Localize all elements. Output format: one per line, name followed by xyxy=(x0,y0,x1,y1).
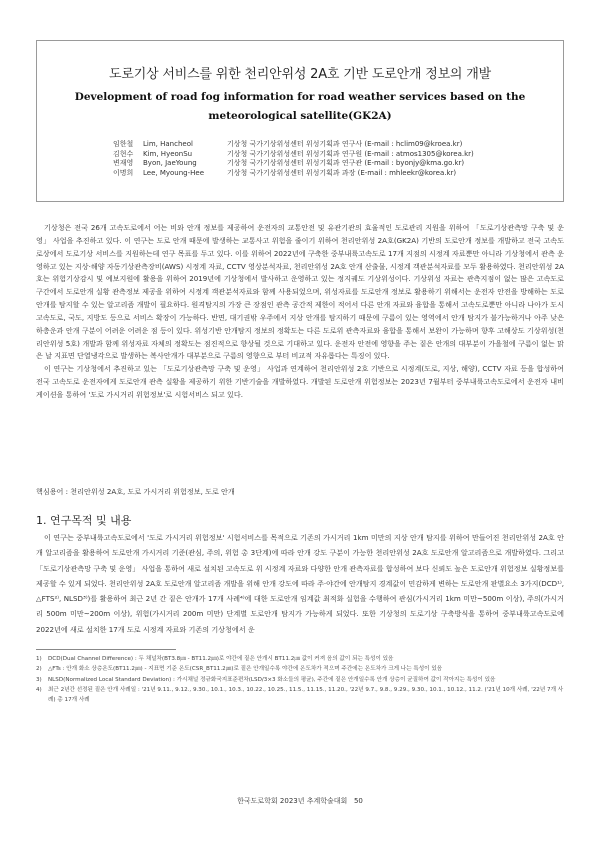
section-title: 1. 연구목적 및 내용 xyxy=(36,514,132,527)
paper-header-box xyxy=(36,40,564,202)
author-affiliation: 기상청 국가기상위성센터 위성기획과 과장 (E-mail : mhleekr@korea.kr) xyxy=(227,168,457,177)
keywords: 핵심용어 : 천리안위성 2A호, 도로 가시거리 위험정보, 도로 안개 xyxy=(36,487,235,496)
abstract xyxy=(36,222,564,402)
author-name-english: Kim, HyeonSu xyxy=(143,149,193,158)
author-affiliation: 기상청 국가기상위성센터 위성기획과 연구원 (E-mail : atmos1305@korea.kr) xyxy=(227,149,474,158)
footnote-text: △FTs : 안개 화소 상층온도(BT11.2㎛) - 지표면 기준 온도(CSR_BT11.2㎛)로 짙은 안개일수록 야간에 온도차가 적으며 주간에는 온도차가 크게 나는 특성이 있음 xyxy=(48,666,443,673)
author-row xyxy=(113,159,474,169)
conference-name: 한국도로학회 2023년 추계학술대회 xyxy=(237,797,348,805)
abstract-paragraph-1: 기상청은 전국 26개 고속도로에서 어는 비와 안개 정보를 제공하여 운전자의 교통안전 및 유관기관의 효율적인 도로관리 지원을 위하여 「도로기상관측망 구축 및 운영」 사업을 추진하고 있다. 이 연구는 도로 안개 때문에 발생하는 교통사고 위험을 줄이기 위하여 천리안위성 2A호(GK2A) 기반의 도로안개 정보를 개발하고 전국 고속도로상에서 도로기상 서비스를 지원하는데 연구 목표를 두고 있다. 이를 위하여 2022년에 구축한 중부내륙고속도로 17개 지점의 시정계 자료뿐만 아니라 기상청에서 관측 운영하고 있는 지상·해양 자동기상관측장비(AWS) 시정계 자료, CCTV 영상분석자료, 천리안위성 2A호 안개 산출물, 시정계 객관분석자료를 모두 활용하였다. 천리안위성 2A호는 위험기상감시 및 예보지원에 활용을 위하여 2019년에 기상청에서 발사하고 운영하고 있는 정지궤도 기상위성이다. 기상위성 자료는 관측지점이 없는 많은 고속도로 구간에서 도로안개 실황 관측정보 제공을 위하여 시정계 객관분석자료와 함께 사용되었으며, 위성자료를 도로안개 정보로 활용하기 위해서는 운전자 안전을 방해하는 도로안개를 탐지할 수 있는 알고리즘 개발이 필요하다. 원격탐지의 가장 큰 장점인 관측 공간적 제한이 적어서 다른 안개 자료와 융합을 통해서 고속도로뿐만 아니라 나아가 도시고속도로, 국도, 지방도 등으로 서비스 확장이 가능하다. 반면, 대기권밖 우주에서 지상 안개를 탐지하기 때문에 구름이 있는 영역에서 안개 탐지가 불가능하거나 아주 낮은 하층운과 안개 구분이 어려운 어려운 점 등이 있다. 위성기반 안개탐지 정보의 정확도는 다른 도로위 관측자료와 융합을 통해서 보완이 가능하며 향후 고해상도 기상위성(천리안위성 5호) 개발과 함께 위성자료 자체의 정확도는 점진적으로 향상될 것으로 기대하고 있다. 운전자 안전에 영향을 주는 짙은 안개의 대부분이 가을철에 구름이 없는 맑은 날 지표면 단열냉각으로 발생하는 복사안개가 대부분으로 구름의 영향으로 부터 비교적 자유롭다는 특징이 있다. xyxy=(36,223,564,361)
author-affiliation: 기상청 국가기상위성센터 위성기획과 연구사 (E-mail : hclim09@kroea.kr) xyxy=(227,140,463,148)
paper-title-korean: 도로기상 서비스를 위한 천리안위성 2A호 기반 도로안개 정보의 개발 xyxy=(109,67,491,82)
footnote xyxy=(36,675,564,685)
author-name-english: Lim, Hancheol xyxy=(143,140,193,148)
footnote-number: 4) xyxy=(36,686,42,693)
footnote-number: 1) xyxy=(36,656,42,662)
section-body: 이 연구는 중부내륙고속도로에서 '도로 가시거리 위험정보' 시험서비스를 목적으로 기존의 가시거리 1km 미만의 지상 안개 탐지를 위하여 만들어진 천리안위성 2A호 안개 알고리즘을 활용하여 도로안개 가시거리 기준(관심, 주의, 위험 총 3단계)에 따라 안개 강도 구분이 가능한 천리안위성 2A호 도로안개 알고리즘으로 개발하였다. 그리고 「도로기상관측망 구축 및 운영」 사업을 통하여 새로 설치된 고속도로 위 시정계 자료와 다양한 안개 관측자료를 합성하여 보다 신뢰도 높은 도로안개 위험정보 실황정보를 제공할 수 있게 되었다. 천리안위성 2A호 도로안개 알고리즘 개발을 위해 안개 강도에 따라 주·야간에 안개탐지 경계값이 민감하게 변하는 도로안개 판별요소 3가지(DCD¹⁾, △FTS²⁾, NLSD³⁾)를 활용하여 최근 2년 간 짙은 안개가 17개 사례⁴⁾에 대한 도로안개 임계값 최적화 실험을 수행하여 관심(가시거리 1km 미만~500m 이상), 주의(가시거리 500m 미만~200m 이상), 위험(가시거리 200m 미만) 단계별 도로안개 탐지가 가능하게 되었다. 또한 기상청의 도로기상 구축방식을 통하여 중부내륙고속도로에 2022년에 새로 설치한 17개 도로 시정계 자료와 기존의 기상청에서 운 xyxy=(36,533,564,634)
abstract-paragraph-2: 이 연구는 기상청에서 추진하고 있는 「도로기상관측망 구축 및 운영」 사업과 연계하여 천리안위성 2호 기반으로 시정계(도로, 지상, 해양), CCTV 자료 등을 합성하여 전국 고속도로 운전자에게 도로안개 관측 실황을 제공하기 위한 기반기술을 개발하였다. 개발된 도로안개 위험정보는 2023년 7월부터 중부내륙고속도로에서 운전자 내비게이션을 통하여 '도로 가시거리 위험정보'로 시험서비스 되고 있다. xyxy=(36,364,564,399)
footnote-text: 최근 2년간 선정된 짙은 안개 사례일 : '21년 9.11., 9.12., 9.30., 10.1., 10.3., 10.22., 10.25., 11.5., 11.15., 11.20., '22년 9.7., 9.8., 9.29., 9.30., 10.1., 10.12., 11.2. ('21년 10개 사례, '22년 7개 사례) 총 17개 사례 xyxy=(48,686,564,704)
author-row xyxy=(113,140,474,150)
footnotes xyxy=(36,654,564,705)
page-footer xyxy=(0,796,600,806)
author-row xyxy=(113,150,474,160)
footnote xyxy=(36,685,564,706)
author-name-english: Byon, JaeYoung xyxy=(143,159,197,168)
author-name-korean: 변재영 xyxy=(113,159,134,168)
author-row xyxy=(113,169,474,179)
author-list xyxy=(113,140,474,178)
footnote-text: DCD(Dual Channel Difference) : 두 채널차(BT3.8㎛ - BT11.2㎛)로 야간에 짙은 안개시 BT11.2㎛ 값이 커져 음의 값이 되는 특성이 있음 xyxy=(48,656,394,662)
author-affiliation: 기상청 국가기상위성센터 위성기획과 연구관 (E-mail : byonjy@kma.go.kr) xyxy=(227,159,465,168)
author-name-korean: 김현수 xyxy=(113,149,134,158)
author-name-korean: 임한철 xyxy=(113,140,134,148)
author-name-english: Lee, Myoung-Hee xyxy=(143,168,205,177)
author-name-korean: 이명희 xyxy=(113,168,134,177)
page-number: 50 xyxy=(353,797,363,805)
paper-title-english: Development of road fog information for road weather services based on the meteorological satellite(GK2A) xyxy=(74,91,526,122)
footnote-number: 2) xyxy=(36,666,42,673)
footnote-divider xyxy=(36,649,176,650)
footnote-number: 3) xyxy=(36,676,42,683)
footnote xyxy=(36,654,564,664)
footnote-text: NLSD(Normalized Local Standard Deviation) : 가시채널 정규화국지표준편차(LSD/3×3 화소들의 평균), 주간에 짙은 안개일수록 안개 상층이 균질하여 값이 작아지는 특성이 있음 xyxy=(48,676,496,683)
footnote xyxy=(36,664,564,674)
